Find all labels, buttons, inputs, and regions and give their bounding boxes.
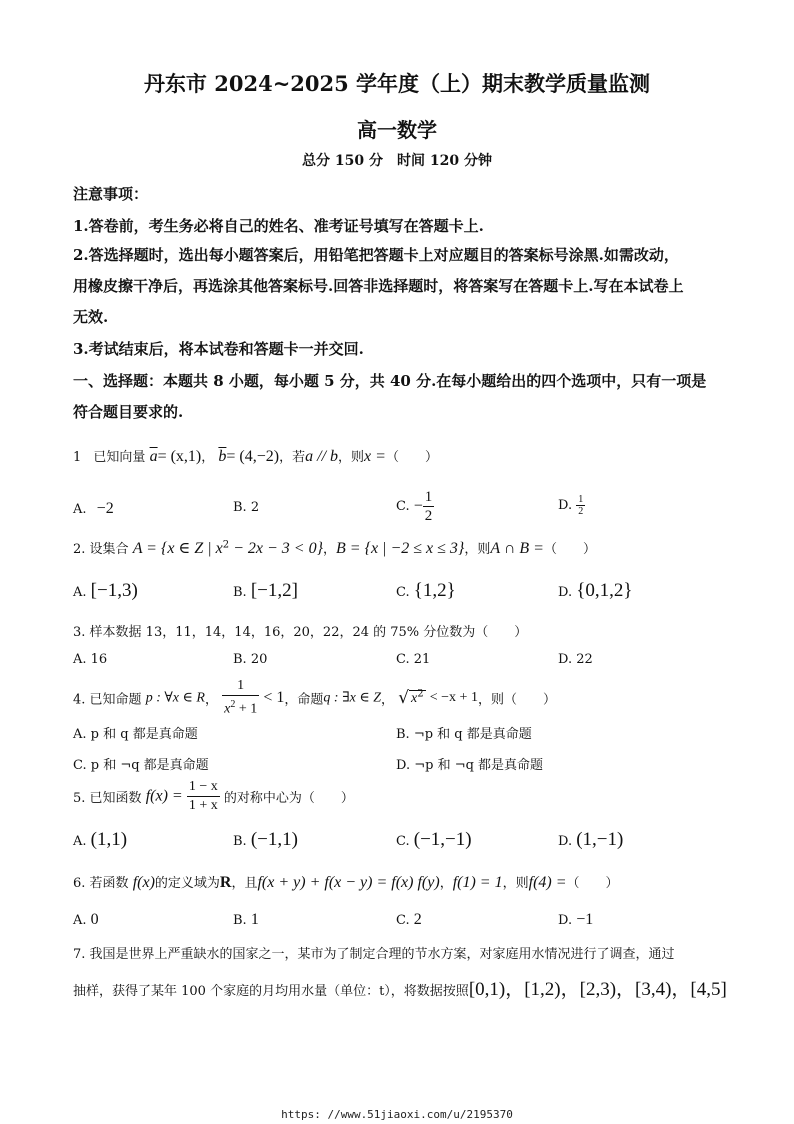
q5-option-b-label: B. [233,834,247,849]
note-2a: 2.答选择题时，选出每小题答案后，用铅笔把答题卡上对应题目的答案标号涂黑.如需改动， [73,246,679,264]
q2-set-a: A = {x ∈ Z | x [132,540,223,557]
q5-option-d-label: D. [558,834,573,849]
q4-inequality: < 1 [263,688,285,706]
exam-title: 丹东市 2024~2025 学年度（上）期末教学质量监测 [143,71,651,96]
q2-option-b-label: B. [233,585,247,600]
q2-option-b-value: [−1,2] [250,580,298,601]
q5-function: f(x) = [145,787,183,805]
q3-option-d: D. 22 [558,652,593,667]
q2-stem2: ，则 [464,542,491,557]
q2-option-d-value: {0,1,2} [576,580,633,601]
q6-functional-equation: f(x + y) + f(x − y) = f(x) f(y) [257,874,440,891]
q6-stem1: 6. 若函数 [73,876,129,891]
subject-title: 高一数学 [357,118,437,142]
q4-sqrt-content [409,690,426,706]
q1-option-d-fraction [576,494,585,517]
note-2c: 无效. [73,308,109,326]
q1-paren: （ ） [385,450,438,465]
q5-option-b-value: (−1,1) [250,829,298,850]
q1-vector-b: $\overline{b}$ [218,448,227,465]
note-2b: 用橡皮擦干净后，再选涂其他答案标号.回答非选择题时，将答案写在答题卡上.写在本试卷上 [73,277,684,295]
q6-real-set: R [219,874,232,891]
q4-fraction [222,677,259,719]
q1-option-d-den: 2 [578,506,584,517]
q4-sqrt-square: 2 [417,688,424,700]
q4-den-square: 2 [230,699,236,710]
q6-option-b [233,911,259,929]
q1-option-c-minus: − [413,497,423,515]
q5-option-c [396,829,472,851]
q2-option-b [233,580,298,602]
q5-fraction-den: 1 + x [188,798,218,813]
q2-option-d [558,580,632,602]
question-5 [73,778,354,815]
q6-option-a-value: 0 [90,911,99,928]
q4-stem2: ，命题 [284,692,324,708]
question-1: 1 已知向量 $\overline{a}= (x,1)$， $\overline{b}= (4,-2)$，若a // b，则x =（ ） [73,448,438,465]
sqrt-icon: √ [398,687,410,708]
section-heading-line2: 符合题目要求的. [73,403,184,421]
q2-option-a [73,580,138,602]
q4-sqrt-x: x [411,690,418,706]
q6-option-a [73,911,99,929]
q1-option-c [396,488,434,525]
q4-stem1: 4. 已知命题 [73,692,142,708]
q7-intervals: [0,1)，[1,2)，[2,3)，[3,4)，[4,5] [468,979,727,1000]
q6-option-b-value: 1 [250,911,259,928]
q6-stem2: 的定义域为 [154,876,220,891]
q6-comma: ， [439,876,453,891]
q4-option-d: D. ¬p 和 ¬q 都是真命题 [396,758,544,773]
section-heading-line1: 一、选择题：本题共 8 小题，每小题 5 分，共 40 分.在每小题给出的四个选项中，只有一项是 [73,372,707,390]
q4-comma1: ， [204,692,218,708]
q5-option-c-label: C. [396,834,410,849]
question-7-line1: 7. 我国是世界上严重缺水的国家之一，某市为了制定合理的节水方案，对家庭用水情况进行了调查，通过 [73,947,675,962]
q6-option-c-value: 2 [413,911,422,928]
q5-stem2: 的对称中心为（ ） [223,791,354,806]
q6-stem4: ，则 [502,876,529,891]
q7-line2-text: 抽样，获得了某年 100 个家庭的月均用水量（单位：t），将数据按照 [73,984,469,999]
q2-option-a-value: [−1,3) [90,580,138,601]
q2-stem1: 2. 设集合 [73,542,129,557]
q6-option-d-value: −1 [576,911,594,928]
q1-option-d-label: D. [558,498,573,513]
q5-option-a [73,829,127,851]
q1-option-c-den: 2 [424,508,433,524]
q2-option-c [396,580,456,602]
q4-rhs: < −x + 1 [429,689,478,705]
question-3: 3. 样本数据 13，11，14，14，16，20，22，24 的 75% 分位数为（ ） [73,625,528,640]
q5-fraction [187,778,220,815]
q3-option-a: A. 16 [73,652,108,667]
q1-text3: ，则 [338,450,365,465]
q6-option-a-label: A. [73,913,87,928]
q4-comma2: ， [381,692,395,708]
q1-option-c-fraction [423,488,435,525]
note-3: 3.考试结束后，将本试卷和答题卡一并交回. [73,340,364,358]
q2-option-d-label: D. [558,585,573,600]
q4-proposition-p: p : ∀x ∈ R [145,690,205,706]
q1-option-d [558,494,585,517]
q6-stem3: ，且 [231,876,258,891]
q5-option-d [558,829,623,851]
q5-option-d-value: (1,−1) [576,829,624,850]
q1-vector-a: $\overline{a}$ [149,448,158,465]
q6-function: f(x) [132,874,155,891]
q6-option-c [396,911,422,929]
q4-proposition-q: q : ∃x ∈ Z [323,690,382,706]
q1-condition: a // b [305,448,339,465]
q2-ask: A ∩ B = [490,540,544,557]
q4-stem3: ，则（ ） [477,692,556,708]
footer-url: https: //www.51jiaoxi.com/u/2195370 [281,1108,513,1121]
q5-option-a-label: A. [73,834,87,849]
exam-meta: 总分 150 分 时间 120 分钟 [302,153,492,169]
q1-option-d-num: 1 [578,494,584,505]
q6-f4: f(4) = [528,874,567,891]
question-2 [73,538,596,558]
q1-vector-b-value: = (4,−2) [226,448,280,465]
q2-set-a-square: 2 [222,539,230,551]
q6-paren: （ ） [566,876,619,891]
q2-set-b: B = {x | −2 ≤ x ≤ 3} [336,540,465,557]
q4-fraction-den [222,696,259,719]
q6-option-d [558,911,593,929]
q6-f1: f(1) = 1 [452,874,503,891]
question-6 [73,872,619,892]
q2-option-c-label: C. [396,585,410,600]
q4-option-c: C. p 和 ¬q 都是真命题 [73,758,209,773]
q1-vector-a-value: = (x,1) [157,448,202,465]
q2-set-a-rest: − 2x − 3 < 0} [229,540,323,557]
q1-text1: 已知向量 [93,450,146,465]
q1-option-c-label: C. [396,499,410,514]
q5-fraction-num: 1 − x [187,778,220,797]
q1-option-a-value: −2 [96,500,114,517]
q5-option-c-value: (−1,−1) [413,829,472,850]
q2-paren: （ ） [543,542,596,557]
q4-den-x: x [224,701,231,717]
notes-heading: 注意事项： [73,185,149,203]
q2-option-a-label: A. [73,585,87,600]
q2-option-c-value: {1,2} [413,580,456,601]
q6-option-c-label: C. [396,913,410,928]
q1-option-c-num: 1 [424,489,433,505]
q4-option-b: B. ¬p 和 q 都是真命题 [396,727,532,742]
q1-option-a [73,500,114,518]
q1-ask: x = [364,448,386,465]
q5-option-a-value: (1,1) [90,829,128,850]
note-1: 1.答卷前，考生务必将自己的姓名、准考证号填写在答题卡上. [73,217,484,235]
q5-option-b [233,829,298,851]
question-4 [73,677,556,719]
q1-number: 1 [73,450,82,465]
q4-fraction-num: 1 [222,677,259,696]
q5-stem1: 5. 已知函数 [73,791,142,806]
q2-comma: ， [322,542,336,557]
q1-option-a-label: A. [73,502,87,517]
q1-option-b: B. 2 [233,500,260,515]
q1-text2: ，若 [279,450,306,465]
q3-option-c: C. 21 [396,652,431,667]
question-7-line2 [73,974,727,1001]
q6-option-d-label: D. [558,913,573,928]
q6-option-b-label: B. [233,913,247,928]
q4-den-rest: + 1 [235,701,258,717]
q4-option-a: A. p 和 q 都是真命题 [73,727,198,742]
q3-option-b: B. 20 [233,652,268,667]
